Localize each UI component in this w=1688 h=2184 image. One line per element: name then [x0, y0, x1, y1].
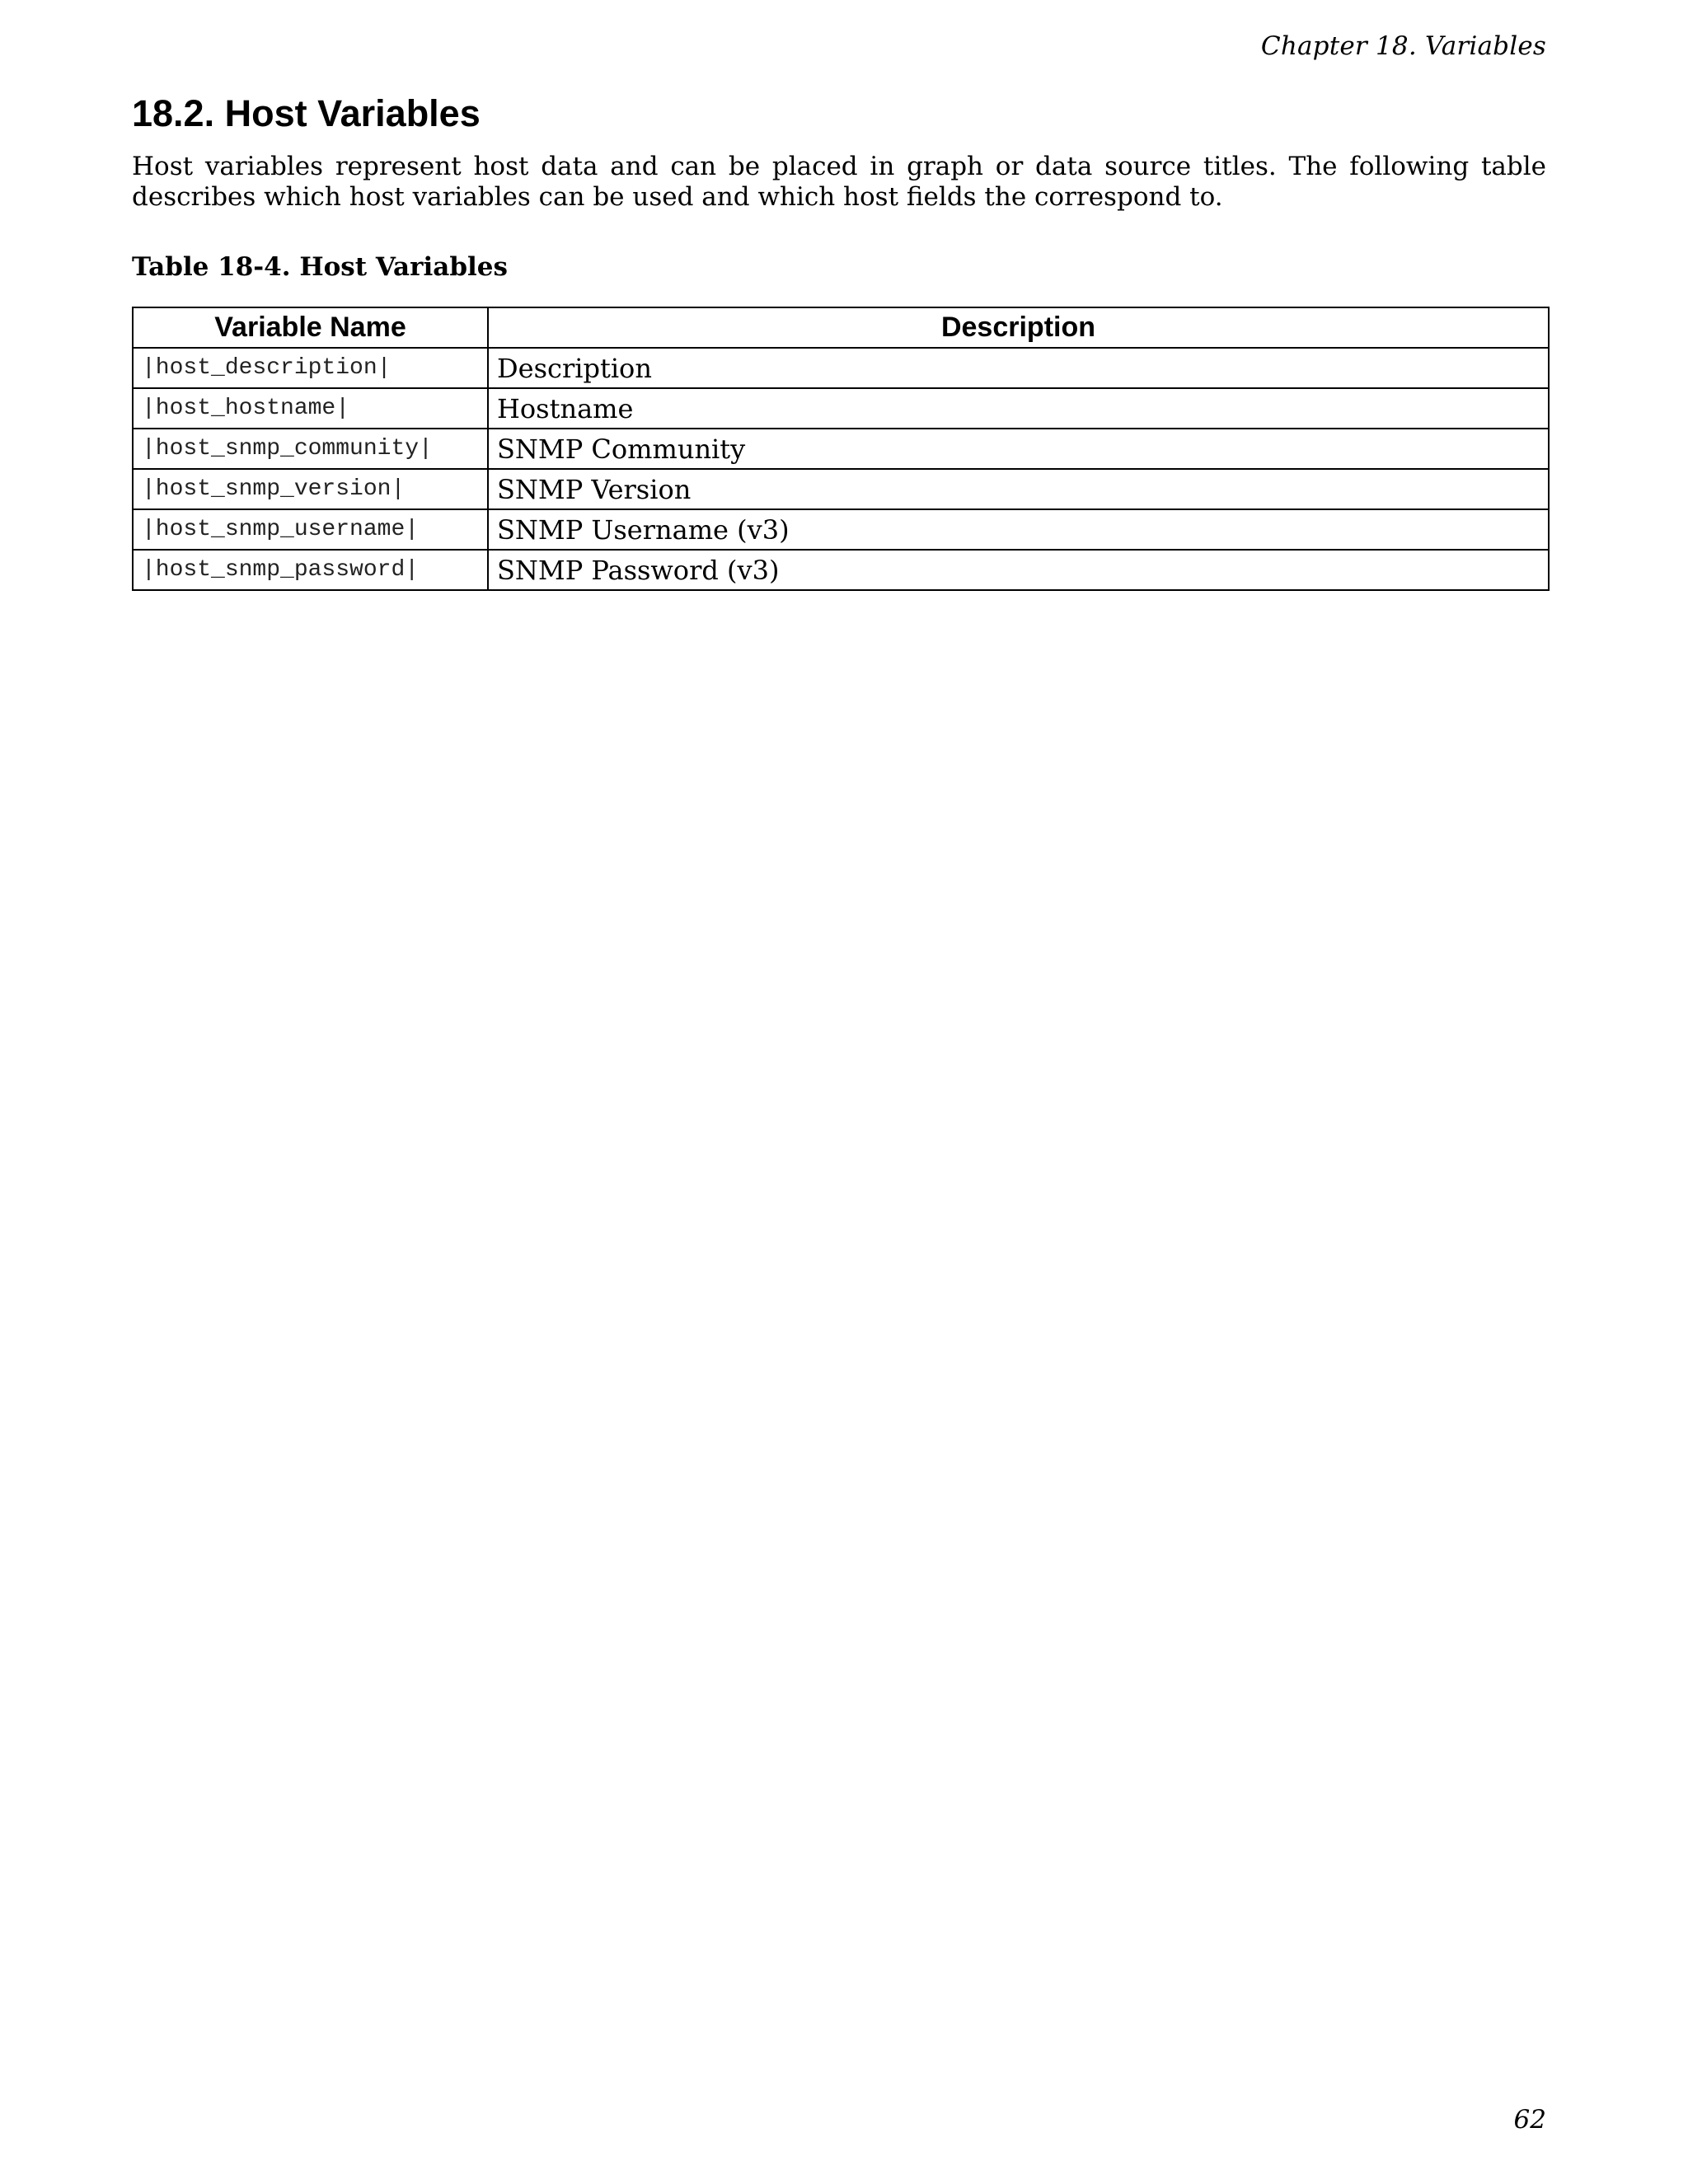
table-row	[133, 429, 1549, 469]
variable-name-cell: |host_snmp_version|	[133, 469, 488, 509]
column-header-variable-name: Variable Name	[133, 307, 488, 348]
table-header-row	[133, 307, 1549, 348]
table-row	[133, 469, 1549, 509]
variable-name-cell: |host_hostname|	[133, 388, 488, 429]
description-cell: Hostname	[488, 388, 1549, 429]
variable-name-cell: |host_snmp_password|	[133, 550, 488, 590]
table-row	[133, 388, 1549, 429]
variable-name-cell: |host_snmp_username|	[133, 509, 488, 550]
description-cell: Description	[488, 348, 1549, 388]
description-cell: SNMP Password (v3)	[488, 550, 1549, 590]
table-row	[133, 509, 1549, 550]
description-cell: SNMP Username (v3)	[488, 509, 1549, 550]
variable-name-cell: |host_snmp_community|	[133, 429, 488, 469]
section-title: 18.2. Host Variables	[132, 92, 481, 134]
intro-paragraph: Host variables represent host data and can be placed in graph or data source titles. The following table describes which host variables can be used and which host fields the correspond to.	[132, 152, 1546, 212]
description-cell: SNMP Community	[488, 429, 1549, 469]
description-cell: SNMP Version	[488, 469, 1549, 509]
host-variables-table	[132, 307, 1550, 591]
running-header: Chapter 18. Variables	[1260, 31, 1546, 61]
page-number: 62	[1513, 2105, 1546, 2135]
table-caption: Table 18-4. Host Variables	[132, 252, 508, 282]
table-row	[133, 348, 1549, 388]
table-row	[133, 550, 1549, 590]
variable-name-cell: |host_description|	[133, 348, 488, 388]
column-header-description: Description	[488, 307, 1549, 348]
